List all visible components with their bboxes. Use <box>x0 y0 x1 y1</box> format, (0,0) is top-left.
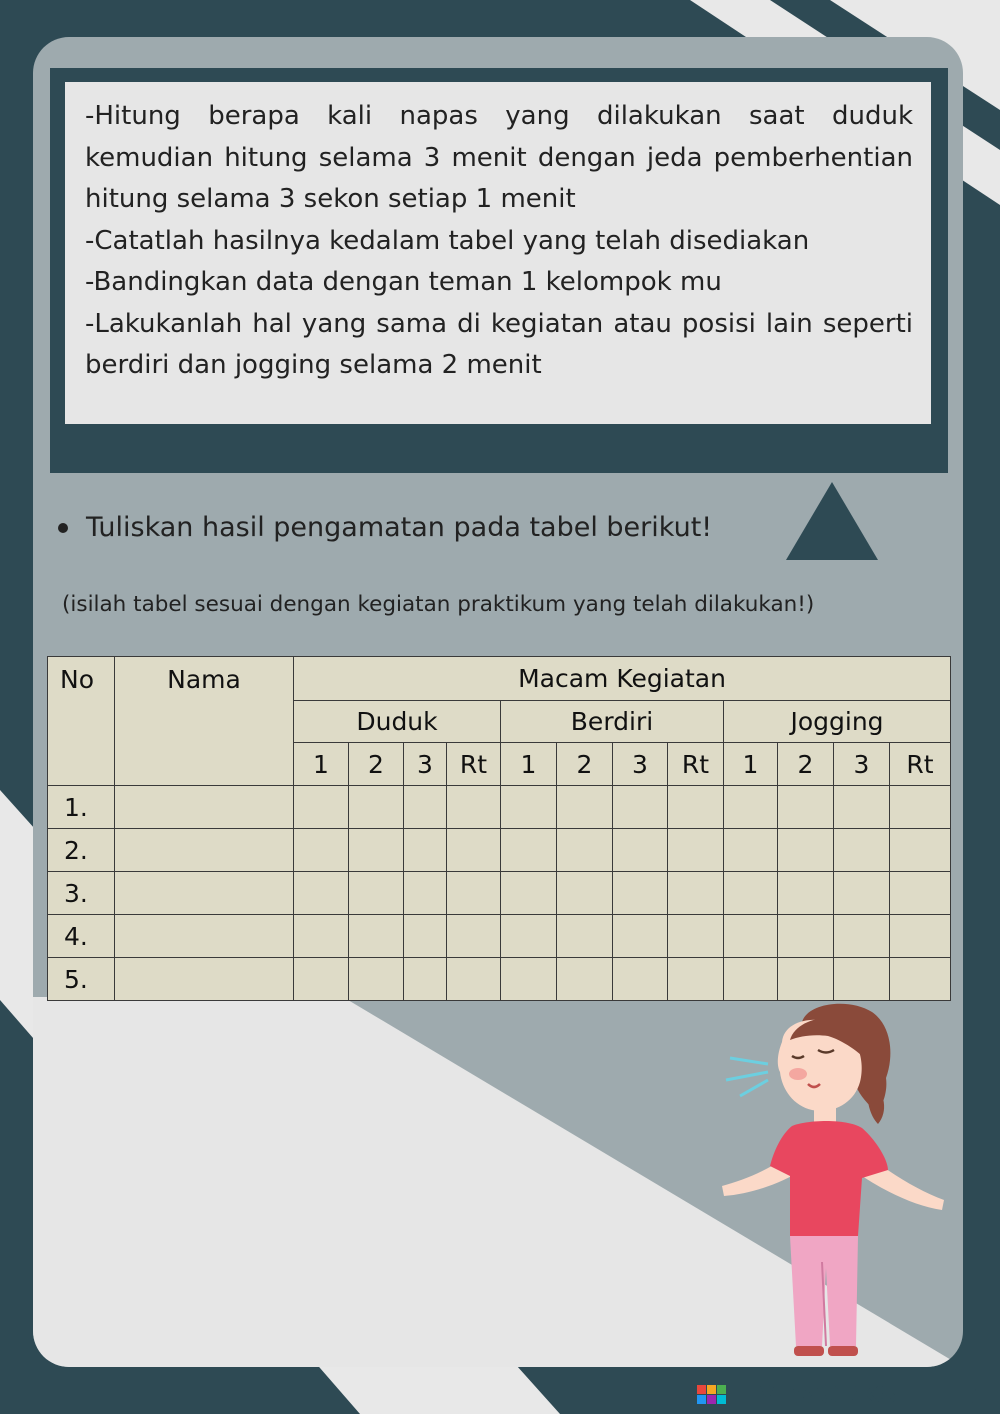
data-input-cell[interactable] <box>778 915 834 958</box>
data-input-cell[interactable] <box>501 872 557 915</box>
data-input-cell[interactable] <box>447 958 501 1001</box>
data-input-cell[interactable] <box>557 958 613 1001</box>
data-input-cell[interactable] <box>890 872 951 915</box>
data-input-cell[interactable] <box>447 786 501 829</box>
header-activity-group: Macam Kegiatan <box>294 657 951 701</box>
data-input-cell[interactable] <box>890 786 951 829</box>
subheader-cell: 1 <box>501 743 557 786</box>
instructions-text <box>85 96 913 387</box>
bullet-text: Tuliskan hasil pengamatan pada tabel berikut! <box>86 512 713 543</box>
logo-cubes-icon <box>697 1385 726 1404</box>
row-number: 5. <box>48 958 115 1001</box>
name-input-cell[interactable] <box>115 915 294 958</box>
header-name: Nama <box>115 657 294 786</box>
data-input-cell[interactable] <box>557 915 613 958</box>
data-input-cell[interactable] <box>668 872 724 915</box>
table-row <box>48 786 951 829</box>
row-number: 4. <box>48 915 115 958</box>
header-activity-duduk: Duduk <box>294 701 501 743</box>
logo-text: LIVEWORKSHEETS <box>730 1380 988 1409</box>
logo-cube <box>697 1395 706 1404</box>
data-input-cell[interactable] <box>501 915 557 958</box>
data-input-cell[interactable] <box>668 786 724 829</box>
logo-cube <box>717 1395 726 1404</box>
data-input-cell[interactable] <box>349 786 404 829</box>
table-task-bullet <box>58 512 712 543</box>
data-input-cell[interactable] <box>294 829 349 872</box>
data-input-cell[interactable] <box>404 786 447 829</box>
name-input-cell[interactable] <box>115 958 294 1001</box>
data-input-cell[interactable] <box>349 915 404 958</box>
liveworksheets-logo <box>697 1380 987 1409</box>
table-instruction-note: (isilah tabel sesuai dengan kegiatan praktikum yang telah dilakukan!) <box>62 592 815 617</box>
data-input-cell[interactable] <box>724 786 778 829</box>
logo-cube <box>707 1385 716 1394</box>
data-input-cell[interactable] <box>613 829 668 872</box>
data-input-cell[interactable] <box>613 872 668 915</box>
table-row <box>48 872 951 915</box>
data-input-cell[interactable] <box>501 958 557 1001</box>
data-input-cell[interactable] <box>890 915 951 958</box>
data-input-cell[interactable] <box>724 915 778 958</box>
data-input-cell[interactable] <box>294 958 349 1001</box>
data-input-cell[interactable] <box>447 829 501 872</box>
instruction-line-1: -Hitung berapa kali napas yang dilakukan saat duduk kemudian hitung selama 3 menit dengan jeda pemberhentian hitung selama 3 sekon setiap 1 menit <box>85 101 913 214</box>
data-input-cell[interactable] <box>349 872 404 915</box>
data-input-cell[interactable] <box>834 915 890 958</box>
data-input-cell[interactable] <box>294 872 349 915</box>
logo-cube <box>707 1395 716 1404</box>
subheader-cell: 2 <box>778 743 834 786</box>
table-row <box>48 915 951 958</box>
data-input-cell[interactable] <box>557 786 613 829</box>
data-input-cell[interactable] <box>834 786 890 829</box>
subheader-cell: 2 <box>557 743 613 786</box>
name-input-cell[interactable] <box>115 872 294 915</box>
name-input-cell[interactable] <box>115 786 294 829</box>
header-no: No <box>48 657 115 786</box>
data-input-cell[interactable] <box>349 829 404 872</box>
data-input-cell[interactable] <box>447 915 501 958</box>
subheader-cell: Rt <box>447 743 501 786</box>
data-input-cell[interactable] <box>724 958 778 1001</box>
table-row <box>48 958 951 1001</box>
data-input-cell[interactable] <box>778 786 834 829</box>
data-input-cell[interactable] <box>834 958 890 1001</box>
subheader-cell: 3 <box>613 743 668 786</box>
subheader-cell: 3 <box>404 743 447 786</box>
triangle-icon <box>785 480 880 562</box>
data-input-cell[interactable] <box>557 829 613 872</box>
instruction-line-3: -Bandingkan data dengan teman 1 kelompok mu <box>85 267 722 297</box>
data-input-cell[interactable] <box>501 786 557 829</box>
name-input-cell[interactable] <box>115 829 294 872</box>
data-input-cell[interactable] <box>404 958 447 1001</box>
data-input-cell[interactable] <box>613 786 668 829</box>
data-input-cell[interactable] <box>668 958 724 1001</box>
subheader-cell: Rt <box>890 743 951 786</box>
data-input-cell[interactable] <box>349 958 404 1001</box>
data-input-cell[interactable] <box>890 958 951 1001</box>
logo-cube <box>697 1385 706 1394</box>
data-input-cell[interactable] <box>404 829 447 872</box>
row-number: 1. <box>48 786 115 829</box>
subheader-cell: 2 <box>349 743 404 786</box>
data-input-cell[interactable] <box>724 872 778 915</box>
data-input-cell[interactable] <box>834 872 890 915</box>
data-input-cell[interactable] <box>834 829 890 872</box>
data-input-cell[interactable] <box>501 829 557 872</box>
data-input-cell[interactable] <box>404 915 447 958</box>
data-input-cell[interactable] <box>778 829 834 872</box>
subheader-cell: Rt <box>668 743 724 786</box>
data-input-cell[interactable] <box>404 872 447 915</box>
data-input-cell[interactable] <box>557 872 613 915</box>
data-input-cell[interactable] <box>294 786 349 829</box>
subheader-cell: 1 <box>724 743 778 786</box>
table-row <box>48 829 951 872</box>
data-input-cell[interactable] <box>294 915 349 958</box>
data-input-cell[interactable] <box>890 829 951 872</box>
data-input-cell[interactable] <box>447 872 501 915</box>
instruction-line-2: -Catatlah hasilnya kedalam tabel yang telah disediakan <box>85 225 810 256</box>
breathing-girl-illustration <box>710 1000 960 1360</box>
data-input-cell[interactable] <box>668 829 724 872</box>
data-input-cell[interactable] <box>778 958 834 1001</box>
logo-cube <box>717 1385 726 1394</box>
bullet-dot-icon <box>58 523 68 533</box>
data-input-cell[interactable] <box>724 829 778 872</box>
data-input-cell[interactable] <box>668 915 724 958</box>
header-activity-berdiri: Berdiri <box>501 701 724 743</box>
data-input-cell[interactable] <box>778 872 834 915</box>
data-input-cell[interactable] <box>613 958 668 1001</box>
data-input-cell[interactable] <box>613 915 668 958</box>
row-number: 2. <box>48 829 115 872</box>
subheader-cell: 1 <box>294 743 349 786</box>
header-activity-jogging: Jogging <box>724 701 951 743</box>
observation-table <box>47 656 951 1001</box>
subheader-cell: 3 <box>834 743 890 786</box>
instruction-line-4: -Lakukanlah hal yang sama di kegiatan atau posisi lain seperti berdiri dan jogging selama 2 menit <box>85 308 913 380</box>
row-number: 3. <box>48 872 115 915</box>
